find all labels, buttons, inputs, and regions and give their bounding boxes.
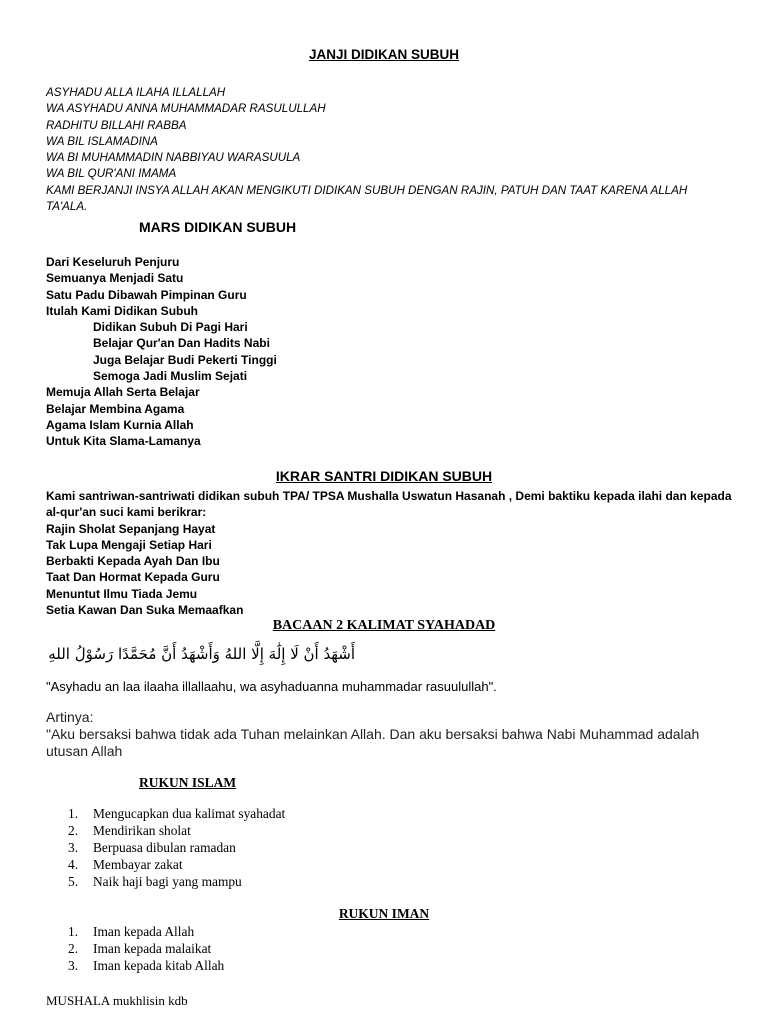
mars-line: Untuk Kita Slama-Lamanya (46, 434, 201, 449)
mars-line: Satu Padu Dibawah Pimpinan Guru (46, 287, 247, 302)
janji-pledge: KAMI BERJANJI INSYA ALLAH AKAN MENGIKUTI DIDIKAN SUBUH DENGAN RAJIN, PATUH DAN TAAT KARENA ALLAH TA'ALA. (46, 183, 688, 214)
mars-line: Agama Islam Kurnia Allah (46, 417, 194, 432)
mars-chorus-line: Didikan Subuh Di Pagi Hari (93, 320, 248, 335)
artinya-text: "Aku bersaksi bahwa tidak ada Tuhan melainkan Allah. Dan aku bersaksi bahwa Nabi Muhammad adalah utusan Allah (46, 726, 700, 759)
mars-line: Memuja Allah Serta Belajar (46, 385, 200, 400)
artinya-label: Artinya: (46, 709, 94, 725)
list-item: 4. Membayar zakat (68, 857, 183, 872)
mars-line: Semuanya Menjadi Satu (46, 271, 184, 286)
ikrar-item: Tak Lupa Mengaji Setiap Hari (46, 537, 212, 552)
list-item: 2. Mendirikan sholat (68, 823, 191, 838)
janji-line: ASYHADU ALLA ILAHA ILLALLAH (46, 86, 226, 99)
ikrar-item: Taat Dan Hormat Kepada Guru (46, 570, 220, 585)
syahadat-title: BACAAN 2 KALIMAT SYAHADAD (272, 618, 496, 633)
list-item: 3. Berpuasa dibulan ramadan (68, 840, 236, 855)
list-item: 1. Mengucapkan dua kalimat syahadat (68, 806, 286, 821)
syahadat-arabic: أَشْهَدُ أَنْ لَا إِلَٰهَ إِلَّا اللهُ وَأَشْهَدُ أَنَّ مُحَمَّدًا رَسُوْلُ اللهِ (48, 645, 355, 663)
ikrar-item: Menuntut Ilmu Tiada Jemu (46, 586, 198, 601)
ikrar-item: Rajin Sholat Sepanjang Hayat (46, 521, 216, 536)
list-item: 2. Iman kepada malaikat (68, 941, 212, 956)
janji-title: JANJI DIDIKAN SUBUH (308, 47, 460, 62)
list-item: 3. Iman kepada kitab Allah (68, 958, 225, 973)
ikrar-intro: Kami santriwan-santriwati didikan subuh TPA/ TPSA Mushalla Uswatun Hasanah , Demi baktiku kepada ilahi dan kepada al-qur'an suci kami berikrar: (46, 489, 732, 520)
janji-line: WA BIL ISLAMADINA (46, 134, 158, 148)
mars-chorus-line: Belajar Qur'an Dan Hadits Nabi (93, 336, 270, 351)
mars-line: Belajar Membina Agama (46, 401, 185, 416)
ikrar-item: Setia Kawan Dan Suka Memaafkan (46, 603, 244, 618)
syahadat-meaning (46, 709, 736, 760)
list-item: 5. Naik haji bagi yang mampu (68, 874, 242, 889)
janji-line: WA ASYHADU ANNA MUHAMMADAR RASULULLAH (46, 102, 326, 116)
mars-lyrics (46, 254, 277, 450)
rukun-islam-list (68, 805, 285, 890)
ikrar-text (46, 488, 736, 618)
mars-chorus-line: Juga Belajar Budi Pekerti Tinggi (93, 352, 277, 367)
footer-text: MUSHALA mukhlisin kdb (46, 993, 188, 1008)
ikrar-item: Berbakti Kepada Ayah Dan Ibu (46, 554, 220, 569)
rukun-iman-title: RUKUN IMAN (338, 906, 430, 921)
ikrar-title: IKRAR SANTRI DIDIKAN SUBUH (275, 468, 493, 484)
janji-line: WA BIL QUR'ANI IMAMA (46, 167, 177, 181)
syahadat-latin: "Asyhadu an laa ilaaha illallaahu, wa asyhaduanna muhammadar rasuulullah". (46, 679, 497, 694)
mars-line: Itulah Kami Didikan Subuh (46, 303, 199, 318)
list-item: 1. Iman kepada Allah (68, 924, 195, 939)
mars-chorus-line: Semoga Jadi Muslim Sejati (93, 369, 248, 384)
rukun-islam-title: RUKUN ISLAM (139, 775, 237, 790)
janji-text (46, 85, 726, 215)
janji-line: RADHITU BILLAHI RABBA (46, 118, 187, 132)
janji-line: WA BI MUHAMMADIN NABBIYAU WARASUULA (46, 151, 301, 165)
rukun-iman-list (68, 923, 224, 974)
mars-line: Dari Keseluruh Penjuru (46, 255, 180, 269)
mars-title: MARS DIDIKAN SUBUH (139, 219, 297, 235)
